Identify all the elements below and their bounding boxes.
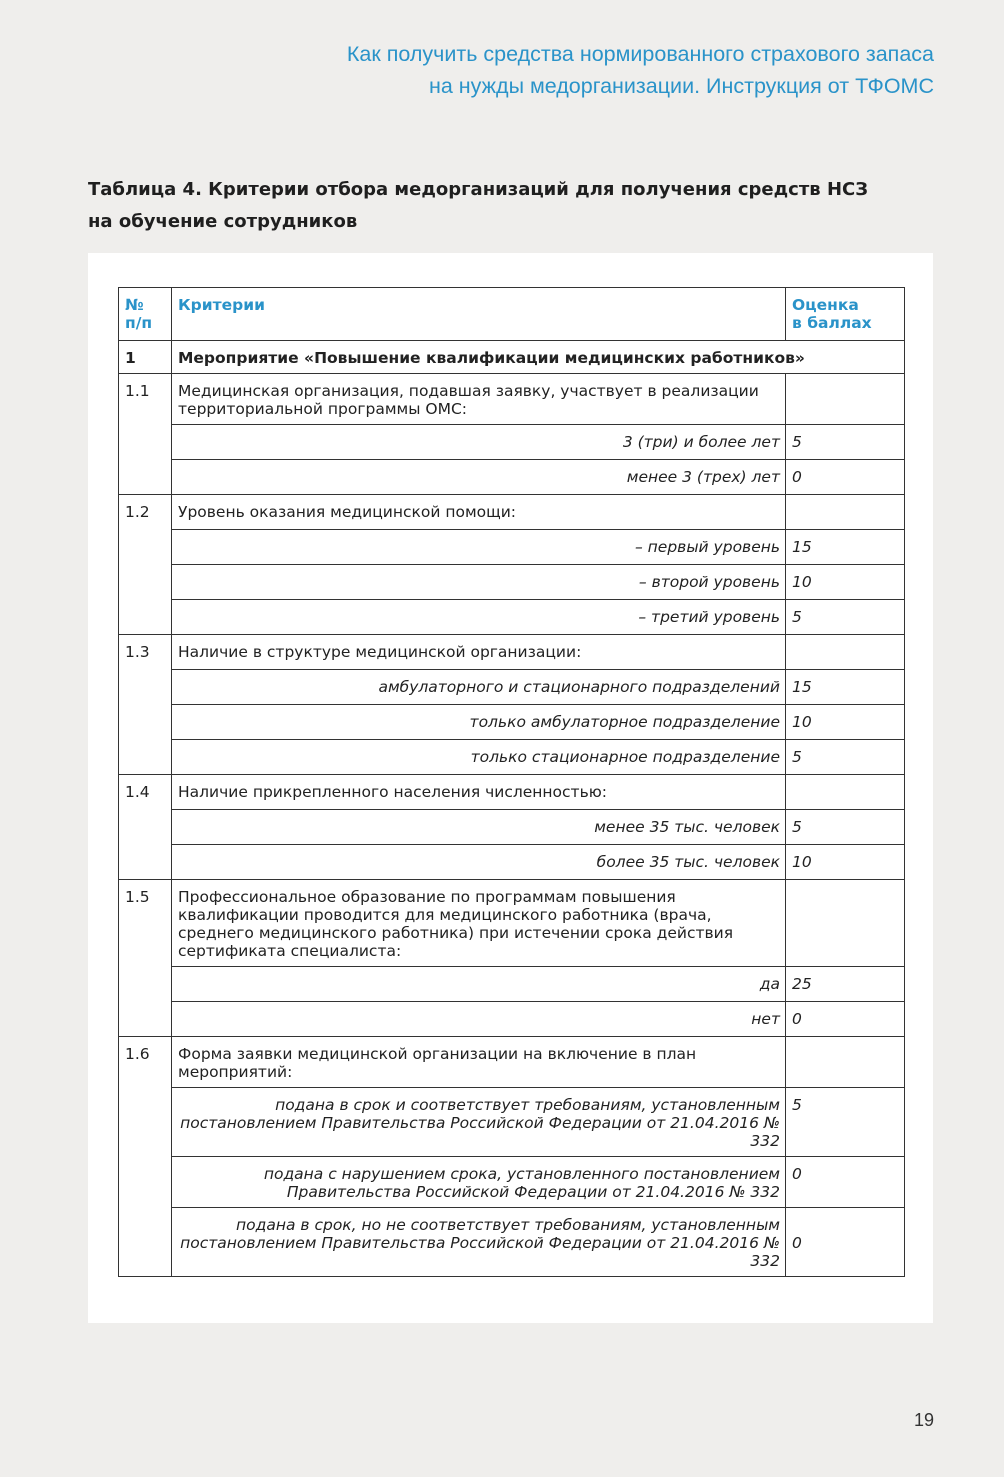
option-score: 5 — [786, 425, 905, 460]
criterion-row — [119, 635, 905, 670]
option-score: 10 — [786, 565, 905, 600]
criterion-num: 1.4 — [119, 775, 172, 880]
option-row — [119, 425, 905, 460]
criterion-num: 1.2 — [119, 495, 172, 635]
criterion-score-empty — [786, 880, 905, 967]
header-num-line1: № — [125, 296, 144, 314]
option-row — [119, 460, 905, 495]
criterion-text: Профессиональное образование по программам повышения квалификации проводится для медицинского работника (врача, среднего медицинского работника) при истечении срока действия сертификата специалиста: — [172, 880, 786, 967]
running-head — [347, 38, 934, 102]
page-number: 19 — [913, 1410, 934, 1430]
option-label: – третий уровень — [172, 600, 786, 635]
criterion-num: 1.6 — [119, 1037, 172, 1277]
header-score-line2: в баллах — [792, 314, 872, 332]
option-label: нет — [172, 1002, 786, 1037]
option-score: 0 — [786, 1157, 905, 1208]
running-head-line1: Как получить средства нормированного страхового запаса — [346, 42, 934, 66]
criterion-score-empty — [786, 775, 905, 810]
option-label: менее 3 (трех) лет — [172, 460, 786, 495]
criterion-num: 1.5 — [119, 880, 172, 1037]
option-label: менее 35 тыс. человек — [172, 810, 786, 845]
section-row — [119, 341, 905, 374]
option-label: да — [172, 967, 786, 1002]
option-score: 10 — [786, 845, 905, 880]
option-score: 15 — [786, 530, 905, 565]
header-criteria: Критерии — [172, 288, 786, 341]
option-label: подана с нарушением срока, установленного постановлением Правительства Российской Федерации от 21.04.2016 № 332 — [172, 1157, 786, 1208]
option-label: только стационарное подразделение — [172, 740, 786, 775]
option-row — [119, 967, 905, 1002]
running-head-line2: на нужды медорганизации. Инструкция от ТФОМС — [428, 74, 934, 98]
option-label: только амбулаторное подразделение — [172, 705, 786, 740]
caption-line1: Таблица 4. Критерии отбора медорганизаций для получения средств НСЗ — [88, 179, 869, 200]
option-row — [119, 810, 905, 845]
option-row — [119, 565, 905, 600]
option-score: 0 — [786, 1208, 905, 1277]
option-row — [119, 1088, 905, 1157]
criteria-table — [118, 287, 905, 1277]
option-label: 3 (три) и более лет — [172, 425, 786, 460]
option-label: более 35 тыс. человек — [172, 845, 786, 880]
criterion-score-empty — [786, 374, 905, 425]
option-label: амбулаторного и стационарного подразделений — [172, 670, 786, 705]
caption-line2: на обучение сотрудников — [88, 211, 358, 232]
option-score: 15 — [786, 670, 905, 705]
option-score: 5 — [786, 1088, 905, 1157]
header-num-line2: п/п — [125, 314, 153, 332]
criterion-num: 1.1 — [119, 374, 172, 495]
criterion-score-empty — [786, 1037, 905, 1088]
option-row — [119, 845, 905, 880]
header-num — [119, 288, 172, 341]
criterion-row — [119, 374, 905, 425]
option-row — [119, 600, 905, 635]
option-row — [119, 1002, 905, 1037]
header-score — [786, 288, 905, 341]
criterion-row — [119, 1037, 905, 1088]
option-score: 25 — [786, 967, 905, 1002]
option-score: 5 — [786, 600, 905, 635]
criterion-row — [119, 880, 905, 967]
table-panel — [88, 253, 933, 1323]
criterion-text: Наличие прикрепленного населения численностью: — [172, 775, 786, 810]
option-row — [119, 705, 905, 740]
option-row — [119, 740, 905, 775]
criterion-text: Уровень оказания медицинской помощи: — [172, 495, 786, 530]
option-label: – второй уровень — [172, 565, 786, 600]
header-score-line1: Оценка — [792, 296, 859, 314]
option-row — [119, 530, 905, 565]
criterion-score-empty — [786, 635, 905, 670]
option-row — [119, 1157, 905, 1208]
criterion-text: Наличие в структуре медицинской организации: — [172, 635, 786, 670]
section-num: 1 — [119, 341, 172, 374]
option-label: – первый уровень — [172, 530, 786, 565]
option-score: 5 — [786, 740, 905, 775]
option-label: подана в срок, но не соответствует требованиям, установленным постановлением Правительства Российской Федерации от 21.04.2016 № 332 — [172, 1208, 786, 1277]
criterion-text: Медицинская организация, подавшая заявку, участвует в реализации территориальной программы ОМС: — [172, 374, 786, 425]
table-caption — [88, 174, 908, 238]
option-score: 10 — [786, 705, 905, 740]
criterion-text: Форма заявки медицинской организации на включение в план мероприятий: — [172, 1037, 786, 1088]
option-score: 0 — [786, 1002, 905, 1037]
option-row — [119, 670, 905, 705]
table-header-row — [119, 288, 905, 341]
criterion-row — [119, 775, 905, 810]
criterion-score-empty — [786, 495, 905, 530]
option-score: 5 — [786, 810, 905, 845]
criterion-row — [119, 495, 905, 530]
option-label: подана в срок и соответствует требованиям, установленным постановлением Правительства Российской Федерации от 21.04.2016 № 332 — [172, 1088, 786, 1157]
criterion-num: 1.3 — [119, 635, 172, 775]
option-row — [119, 1208, 905, 1277]
option-score: 0 — [786, 460, 905, 495]
section-title: Мероприятие «Повышение квалификации медицинских работников» — [172, 341, 905, 374]
